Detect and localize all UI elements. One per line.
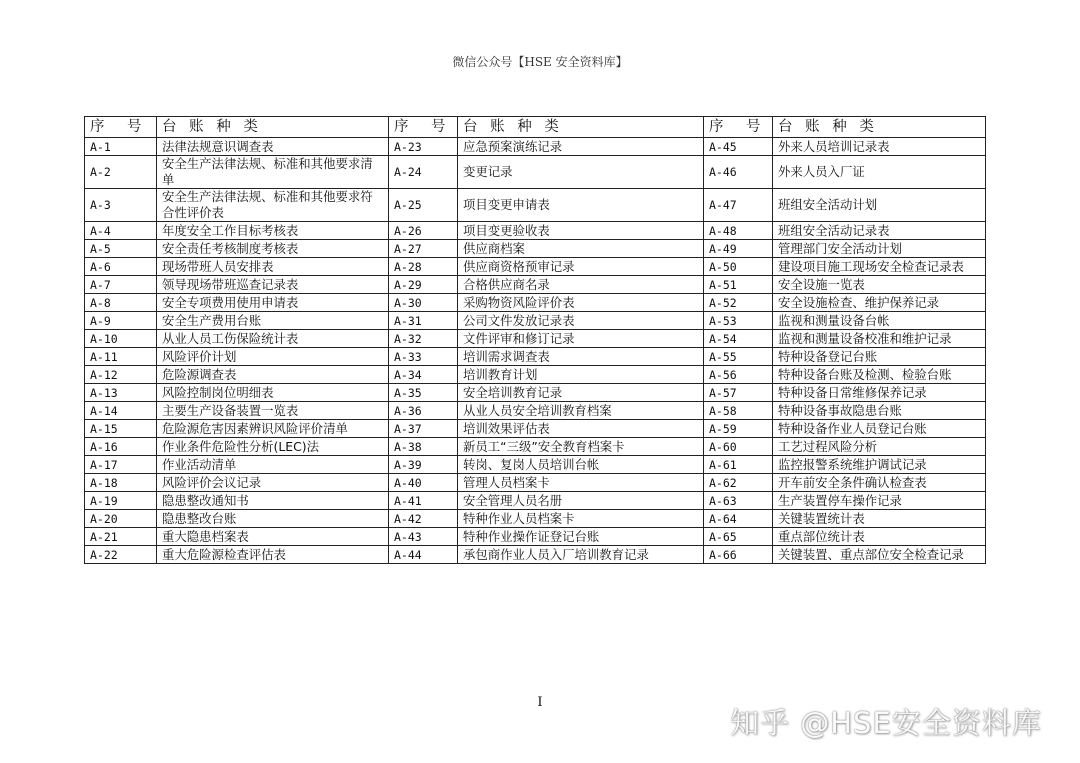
table-row <box>85 240 986 258</box>
column-header-ledger-type: 台 账 种 类 <box>157 117 389 138</box>
ledger-code-cell: A-39 <box>389 456 458 474</box>
table-row <box>85 384 986 402</box>
page-number: I <box>537 695 543 710</box>
ledger-name-cell: 特种设备事故隐患台账 <box>773 402 986 420</box>
ledger-name-cell: 外来人员培训记录表 <box>773 138 986 156</box>
table-row <box>85 528 986 546</box>
ledger-name-cell: 安全管理人员名册 <box>458 492 704 510</box>
ledger-code-cell: A-25 <box>389 189 458 222</box>
table-row <box>85 330 986 348</box>
ledger-code-cell: A-9 <box>85 312 157 330</box>
ledger-code-cell: A-53 <box>704 312 773 330</box>
ledger-code-cell: A-62 <box>704 474 773 492</box>
ledger-code-cell: A-18 <box>85 474 157 492</box>
ledger-name-cell: 培训教育计划 <box>458 366 704 384</box>
ledger-name-cell: 供应商资格预审记录 <box>458 258 704 276</box>
ledger-code-cell: A-52 <box>704 294 773 312</box>
ledger-code-cell: A-41 <box>389 492 458 510</box>
ledger-code-cell: A-16 <box>85 438 157 456</box>
ledger-name-cell: 应急预案演练记录 <box>458 138 704 156</box>
ledger-code-cell: A-2 <box>85 156 157 189</box>
ledger-name-cell: 作业条件危险性分析(LEC)法 <box>157 438 389 456</box>
ledger-code-cell: A-38 <box>389 438 458 456</box>
table-row <box>85 312 986 330</box>
ledger-code-cell: A-55 <box>704 348 773 366</box>
ledger-code-cell: A-22 <box>85 546 157 564</box>
table-row <box>85 156 986 189</box>
ledger-code-cell: A-64 <box>704 510 773 528</box>
ledger-code-cell: A-26 <box>389 222 458 240</box>
ledger-code-cell: A-11 <box>85 348 157 366</box>
ledger-code-cell: A-14 <box>85 402 157 420</box>
ledger-name-cell: 监视和测量设备校准和维护记录 <box>773 330 986 348</box>
table-row <box>85 474 986 492</box>
ledger-name-cell: 特种设备日常维修保养记录 <box>773 384 986 402</box>
ledger-name-cell: 危险源调查表 <box>157 366 389 384</box>
table-row <box>85 492 986 510</box>
ledger-code-cell: A-17 <box>85 456 157 474</box>
ledger-name-cell: 关键装置统计表 <box>773 510 986 528</box>
ledger-name-cell: 特种作业操作证登记台账 <box>458 528 704 546</box>
ledger-name-cell: 变更记录 <box>458 156 704 189</box>
ledger-code-cell: A-42 <box>389 510 458 528</box>
table-row <box>85 510 986 528</box>
ledger-name-cell: 现场带班人员安排表 <box>157 258 389 276</box>
table-row <box>85 366 986 384</box>
ledger-name-cell: 从业人员安全培训教育档案 <box>458 402 704 420</box>
table-row <box>85 438 986 456</box>
ledger-name-cell: 特种设备登记台账 <box>773 348 986 366</box>
ledger-name-cell: 安全设施一览表 <box>773 276 986 294</box>
ledger-name-cell: 合格供应商名录 <box>458 276 704 294</box>
ledger-name-cell: 工艺过程风险分析 <box>773 438 986 456</box>
ledger-name-cell: 领导现场带班巡查记录表 <box>157 276 389 294</box>
ledger-code-cell: A-10 <box>85 330 157 348</box>
ledger-name-cell: 承包商作业人员入厂培训教育记录 <box>458 546 704 564</box>
ledger-code-cell: A-8 <box>85 294 157 312</box>
ledger-name-cell: 文件评审和修订记录 <box>458 330 704 348</box>
ledger-table <box>84 116 986 564</box>
ledger-code-cell: A-66 <box>704 546 773 564</box>
ledger-name-cell: 安全生产法律法规、标准和其他要求符合性评价表 <box>157 189 389 222</box>
ledger-code-cell: A-65 <box>704 528 773 546</box>
ledger-name-cell: 外来人员入厂证 <box>773 156 986 189</box>
ledger-name-cell: 公司文件发放记录表 <box>458 312 704 330</box>
ledger-name-cell: 从业人员工伤保险统计表 <box>157 330 389 348</box>
ledger-name-cell: 隐患整改台账 <box>157 510 389 528</box>
ledger-name-cell: 安全责任考核制度考核表 <box>157 240 389 258</box>
ledger-name-cell: 重大隐患档案表 <box>157 528 389 546</box>
column-header-number: 序 号 <box>704 117 773 138</box>
ledger-code-cell: A-60 <box>704 438 773 456</box>
watermark: 知乎 @HSE安全资料库 <box>730 706 1042 740</box>
ledger-code-cell: A-40 <box>389 474 458 492</box>
ledger-code-cell: A-7 <box>85 276 157 294</box>
table-row <box>85 420 986 438</box>
ledger-name-cell: 管理人员档案卡 <box>458 474 704 492</box>
ledger-name-cell: 特种设备作业人员登记台账 <box>773 420 986 438</box>
column-header-ledger-type: 台 账 种 类 <box>773 117 986 138</box>
ledger-code-cell: A-20 <box>85 510 157 528</box>
ledger-code-cell: A-56 <box>704 366 773 384</box>
ledger-code-cell: A-59 <box>704 420 773 438</box>
ledger-code-cell: A-12 <box>85 366 157 384</box>
ledger-code-cell: A-54 <box>704 330 773 348</box>
ledger-code-cell: A-58 <box>704 402 773 420</box>
table-header-row <box>85 117 986 138</box>
ledger-name-cell: 法律法规意识调查表 <box>157 138 389 156</box>
ledger-code-cell: A-49 <box>704 240 773 258</box>
ledger-code-cell: A-50 <box>704 258 773 276</box>
ledger-name-cell: 转岗、复岗人员培训台帐 <box>458 456 704 474</box>
ledger-code-cell: A-6 <box>85 258 157 276</box>
table-row <box>85 294 986 312</box>
ledger-code-cell: A-63 <box>704 492 773 510</box>
ledger-name-cell: 供应商档案 <box>458 240 704 258</box>
ledger-name-cell: 项目变更申请表 <box>458 189 704 222</box>
ledger-name-cell: 班组安全活动计划 <box>773 189 986 222</box>
ledger-name-cell: 风险评价会议记录 <box>157 474 389 492</box>
ledger-name-cell: 开车前安全条件确认检查表 <box>773 474 986 492</box>
ledger-name-cell: 特种作业人员档案卡 <box>458 510 704 528</box>
ledger-name-cell: 重大危险源检查评估表 <box>157 546 389 564</box>
table-row <box>85 402 986 420</box>
column-header-ledger-type: 台 账 种 类 <box>458 117 704 138</box>
ledger-name-cell: 作业活动清单 <box>157 456 389 474</box>
ledger-name-cell: 班组安全活动记录表 <box>773 222 986 240</box>
ledger-name-cell: 项目变更验收表 <box>458 222 704 240</box>
ledger-code-cell: A-29 <box>389 276 458 294</box>
ledger-code-cell: A-4 <box>85 222 157 240</box>
ledger-code-cell: A-13 <box>85 384 157 402</box>
ledger-name-cell: 管理部门安全活动计划 <box>773 240 986 258</box>
ledger-name-cell: 隐患整改通知书 <box>157 492 389 510</box>
ledger-name-cell: 建设项目施工现场安全检查记录表 <box>773 258 986 276</box>
ledger-code-cell: A-44 <box>389 546 458 564</box>
table-row <box>85 456 986 474</box>
ledger-name-cell: 监控报警系统维护调试记录 <box>773 456 986 474</box>
table-row <box>85 348 986 366</box>
ledger-code-cell: A-31 <box>389 312 458 330</box>
ledger-code-cell: A-61 <box>704 456 773 474</box>
ledger-name-cell: 生产装置停车操作记录 <box>773 492 986 510</box>
ledger-code-cell: A-45 <box>704 138 773 156</box>
ledger-code-cell: A-57 <box>704 384 773 402</box>
table-row <box>85 546 986 564</box>
ledger-code-cell: A-32 <box>389 330 458 348</box>
document-header: 微信公众号【HSE 安全资料库】 <box>452 55 628 69</box>
ledger-code-cell: A-43 <box>389 528 458 546</box>
ledger-name-cell: 安全培训教育记录 <box>458 384 704 402</box>
table-row <box>85 189 986 222</box>
ledger-name-cell: 年度安全工作目标考核表 <box>157 222 389 240</box>
ledger-code-cell: A-33 <box>389 348 458 366</box>
ledger-code-cell: A-46 <box>704 156 773 189</box>
table-row <box>85 258 986 276</box>
ledger-code-cell: A-1 <box>85 138 157 156</box>
ledger-code-cell: A-34 <box>389 366 458 384</box>
ledger-code-cell: A-21 <box>85 528 157 546</box>
ledger-name-cell: 危险源危害因素辨识风险评价清单 <box>157 420 389 438</box>
ledger-name-cell: 风险控制岗位明细表 <box>157 384 389 402</box>
ledger-name-cell: 重点部位统计表 <box>773 528 986 546</box>
ledger-name-cell: 安全生产法律法规、标准和其他要求清单 <box>157 156 389 189</box>
ledger-name-cell: 主要生产设备装置一览表 <box>157 402 389 420</box>
ledger-code-cell: A-48 <box>704 222 773 240</box>
column-header-number: 序 号 <box>389 117 458 138</box>
ledger-code-cell: A-15 <box>85 420 157 438</box>
ledger-name-cell: 安全设施检查、维护保养记录 <box>773 294 986 312</box>
table-row <box>85 276 986 294</box>
ledger-code-cell: A-23 <box>389 138 458 156</box>
ledger-name-cell: 采购物资风险评价表 <box>458 294 704 312</box>
ledger-code-cell: A-24 <box>389 156 458 189</box>
ledger-code-cell: A-28 <box>389 258 458 276</box>
ledger-code-cell: A-30 <box>389 294 458 312</box>
ledger-name-cell: 风险评价计划 <box>157 348 389 366</box>
column-header-number: 序 号 <box>85 117 157 138</box>
ledger-name-cell: 安全专项费用使用申请表 <box>157 294 389 312</box>
ledger-code-cell: A-5 <box>85 240 157 258</box>
ledger-code-cell: A-51 <box>704 276 773 294</box>
ledger-name-cell: 关键装置、重点部位安全检查记录 <box>773 546 986 564</box>
ledger-code-cell: A-19 <box>85 492 157 510</box>
table-row <box>85 138 986 156</box>
ledger-name-cell: 特种设备台账及检测、检验台账 <box>773 366 986 384</box>
ledger-code-cell: A-3 <box>85 189 157 222</box>
ledger-name-cell: 培训效果评估表 <box>458 420 704 438</box>
ledger-name-cell: 培训需求调查表 <box>458 348 704 366</box>
ledger-code-cell: A-36 <box>389 402 458 420</box>
ledger-code-cell: A-27 <box>389 240 458 258</box>
ledger-code-cell: A-35 <box>389 384 458 402</box>
ledger-code-cell: A-37 <box>389 420 458 438</box>
ledger-name-cell: 安全生产费用台账 <box>157 312 389 330</box>
table-row <box>85 222 986 240</box>
ledger-name-cell: 监视和测量设备台帐 <box>773 312 986 330</box>
ledger-name-cell: 新员工“三级”安全教育档案卡 <box>458 438 704 456</box>
ledger-code-cell: A-47 <box>704 189 773 222</box>
